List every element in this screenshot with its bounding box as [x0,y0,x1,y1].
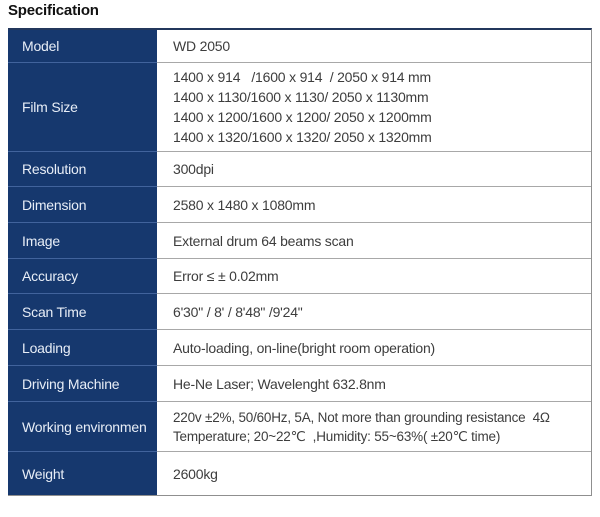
row-value [157,259,591,294]
row-value [157,30,591,63]
row-label: Image [8,223,157,259]
table-row-resolution [8,152,591,187]
table-row-film-size [8,63,591,152]
row-value [157,452,591,495]
value-text: 6'30" / 8' / 8'48" /9'24" [173,303,303,320]
row-value [157,63,591,152]
row-label: Dimension [8,187,157,223]
table-row-dimension [8,187,591,223]
value-line: 1400 x 1200/1600 x 1200/ 2050 x 1200mm [173,109,432,125]
value-text: He-Ne Laser; Wavelenght 632.8nm [173,375,386,392]
row-value [157,187,591,223]
value-text: 2600kg [173,465,218,482]
row-label: Weight [8,452,157,495]
table-row-loading [8,330,591,366]
row-label: Loading [8,330,157,366]
table-row-model [8,30,591,63]
value-line: Temperature; 20~22℃ ,Humidity: 55~63%( ±20℃ time) [173,428,501,444]
page-title: Specification [8,2,99,19]
row-label: Resolution [8,152,157,187]
row-value [157,330,591,366]
table-row-image [8,223,591,259]
value-text: 300dpi [173,161,214,177]
row-value [157,366,591,402]
table-row-weight [8,452,591,495]
table-row-driving-machine [8,366,591,402]
row-value [157,152,591,187]
value-text: WD 2050 [173,38,230,54]
row-label: Film Size [8,63,157,152]
value-text: Auto-loading, on-line(bright room operation) [173,339,436,356]
value-text: Error ≤ ± 0.02mm [173,268,279,284]
value-line: 1400 x 914 /1600 x 914 / 2050 x 914 mm [173,69,431,85]
row-label: Model [8,30,157,63]
value-line: 1400 x 1130/1600 x 1130/ 2050 x 1130mm [173,89,429,105]
row-value [157,294,591,330]
row-value [157,402,591,452]
row-value [157,223,591,259]
value-line: 1400 x 1320/1600 x 1320/ 2050 x 1320mm [173,129,432,145]
row-label: Scan Time [8,294,157,330]
value-text: 2580 x 1480 x 1080mm [173,196,316,213]
table-row-working-environment [8,402,591,452]
row-label: Working environmen [8,402,157,452]
row-label: Driving Machine [8,366,157,402]
value-line: 220v ±2%, 50/60Hz, 5A, Not more than grounding resistance 4Ω [173,409,550,425]
table-row-accuracy [8,259,591,294]
specification-table [8,28,592,496]
value-text: External drum 64 beams scan [173,232,354,249]
row-label: Accuracy [8,259,157,294]
table-row-scan-time [8,294,591,330]
